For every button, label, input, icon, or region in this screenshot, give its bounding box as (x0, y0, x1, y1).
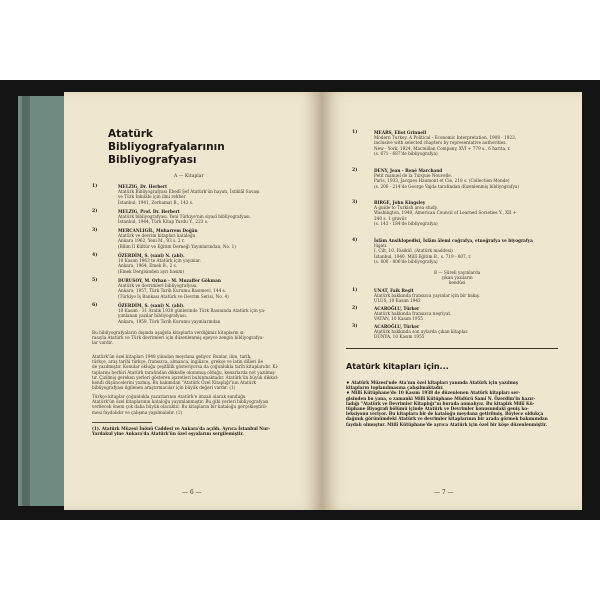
periodical-entry (374, 324, 468, 340)
bibliography-entry (374, 130, 516, 156)
paragraph-line: taplarını herbiri Atatürk tarafından dikkatle okunmuş olduğu, kenarlarda not yazılmış- (92, 369, 276, 375)
body-paragraph (92, 394, 268, 415)
paragraph-line: gisinden bu yana, o zamanki Millî Kütüphane Müdürü Samî N. Özerdim'in hazır- (346, 395, 536, 401)
section-heading-a: A — Kitaplar (174, 174, 204, 179)
entry-line: yımlanan yazılar bibliyografyası. (118, 313, 187, 319)
entry-line: Atatürk ve devrim kitapları kataloğu (118, 233, 196, 239)
entry-line: Washington, 1949, American Council of Learned Societies Y., XII + (374, 210, 517, 216)
intro-paragraph (92, 330, 264, 346)
entry-line: Ankara, 1959, Türk Tarih Kurumu yayınlarından (118, 318, 221, 324)
entry-author: İslâm Ansiklopedisi, İslâm âlemi coğrafya, etnoğrafya ve biyografya (374, 238, 533, 243)
bibliography-entry (118, 303, 265, 324)
paragraph-line: Bu bibliyografyaların dışında aşağıda kitaplarla verdiğimiz kitapların sı- (92, 330, 245, 335)
section-title: Atatürk kitapları için... (346, 362, 449, 371)
entry-number: 3) (352, 324, 358, 329)
paragraph-line: mesi faydalıdır ve çalışma yapılmalıdır. (1) (92, 409, 183, 415)
entry-number: 4) (352, 238, 358, 243)
paragraph-line: kendi düşüncelerini yazmış. Bu bakımdan "Atatürk Özel Kitaplığı"nın Atatürk (92, 380, 257, 386)
bibliography-entry (374, 168, 519, 189)
entry-line: lûgatı. (374, 243, 388, 249)
section-heading-line: B — Süreli yayınlarda (434, 270, 481, 275)
bibliography-entry (118, 253, 201, 274)
paragraph-line: tır. Çizilmiş gereken yerleri gösteren işaretleri bulunmaktadır. Atatürk'ün büyük dikkat- (92, 374, 279, 380)
entry-line: İstanbul, 1940, Millî Eğitim B., s. 719 - 807, r. (374, 253, 472, 259)
entry-line: (Türkiye İş Bankası Atatürk ve Devrim Serisi, No. 4) (118, 293, 229, 299)
entry-line: Petit manuel de la Turquie Nouvelle. (374, 173, 453, 179)
entry-author: MEARS, Eliot Grinnell (374, 130, 427, 135)
section-heading-b (434, 270, 480, 286)
entry-line: Atatürk hakkında son aylarda çıkan kitaplar. (374, 329, 469, 335)
bibliography-entry (374, 200, 516, 226)
entry-author: ACAROĞLU, Türker (374, 306, 420, 311)
entry-author: ÖZERDİM, S. (sanl) N. (abl). (118, 253, 185, 258)
footnote (92, 426, 270, 436)
paragraph-line: verilecek önem çok daha büyük olacaktır. Bu kitapların bir kataloğu gerçekleştiril- (92, 404, 268, 410)
paragraph-line: ♦ Millî Kütüphane'de 10 Kasım 1938 de düzenlenen Atatürk kitapları ser- (346, 390, 521, 396)
entry-line: Atatürk ve devrimleri bibliyografyası. (118, 283, 198, 289)
paragraph-line: kitapların toplanılmasına çalışılmaktadır. (346, 385, 444, 391)
entry-line: Ankara, 1964, Emek B., 2 s. (118, 263, 178, 269)
entry-line: (s. 206 - 214'de George Vajda tarafından düzenlenmiş bibliyografya) (374, 183, 519, 189)
section-heading-line: çıkan yazıların (441, 275, 473, 281)
entry-number: 4) (92, 253, 98, 258)
page-number: — 7 — (434, 489, 454, 496)
paragraph-line: Atatürk'ün özel kitaplarının kataloğu yayımlanmıştır. Bu gibi yerleri bibliyografyası (92, 399, 269, 405)
entry-line: (s. 800 - 806'de bibliyografya) (374, 258, 438, 264)
periodical-entry (374, 288, 480, 304)
entry-line: ve Türk İnkılâbı için ilmi rehber (118, 194, 186, 200)
entry-line: Atatürk hakkında fransızca neşriyat. (374, 311, 452, 317)
entry-line: Atatürk bibliyografyası. Yeni Türkiye'nin siyasî bibliyografyası. (118, 214, 251, 220)
entry-line: 10 Kasım - 31 Aralık 1938 günlerinde Türk Basınında Atatürk için ya- (118, 308, 266, 314)
title-line-2: Bibliyografyalarının (108, 141, 225, 153)
bibliography-entry (118, 184, 260, 205)
entry-line: Paris, 1933, Jacques Haumont et Cie, 218 s. (Collection Monde) (374, 178, 510, 184)
entry-line: Atatürk Bibliyografyası Ebedî Şef Atatürk'ün hayatı, İstiklâl Savaşı (118, 189, 260, 195)
entry-number: 1) (352, 288, 358, 293)
section-divider (346, 348, 558, 349)
bibliography-entry (374, 238, 533, 264)
entry-number: 3) (92, 228, 98, 233)
paragraph-line: de yazılmıştır. Konular okluğa çeşitlilik gösteriyorsa da çoğunlukla tarih kitaplarıdır. Ki- (92, 364, 279, 370)
bibliography-entry (118, 209, 251, 225)
entry-number: 1) (352, 130, 358, 135)
entry-line: DÜNYA, 10 Kasım 1955 (374, 334, 425, 340)
entry-author: UNAT, Faik Reşit (374, 288, 414, 293)
paragraph-line: türkçe, araş tarihi türkçe, fransızca, almanca, ingilizce, grekçe ve latin dilleri ile (92, 359, 263, 365)
entry-line: (s. 671 - 687'de bibliyografya) (374, 150, 438, 156)
paragraph-line: leksiyonu veriyor. Bu kitaplara bir de kataloğu meydana getirilmiş. Böylece oldukça (346, 411, 544, 417)
entry-line: İstanbul, 1941, Zerbamat B., 142 s. (118, 199, 194, 205)
entry-author: ACAROĞLU, Türker (374, 324, 420, 329)
entry-line: (s. 143 - 184'de bibliyografya) (374, 220, 438, 226)
bibliography-entry (118, 228, 236, 249)
right-page (322, 92, 582, 510)
paragraph-line: Atatürk'ün özel kitapları 1948 yılından meydana geliyor. Bunlar, ilim, tarih, (92, 354, 252, 359)
paragraph-line: Türkçe kitaplar çoğunlukla yazarlarının Atatürk'e imzalı olarak sunduğu (92, 394, 246, 399)
entry-line: A guide to Turkish area study. (374, 205, 438, 211)
body-paragraph (92, 354, 279, 390)
entry-author: DENY, Jean - René Marchand (374, 168, 443, 173)
paragraph-line: bibliyografyası ilgilenen araştırmacılar için büyük değeri vardır. (1) (92, 385, 236, 391)
entry-author: MELZIG, Dr. Herbert (118, 184, 168, 189)
entry-line: I. Cilt, 10. Fasikül. (Atatürk maddesi) (374, 248, 453, 254)
entry-line: ULUS, 10 Kasım 1942 (374, 298, 421, 304)
entry-author: DURUSOY, M. Orhan - M. Muzaffer Gökman (118, 278, 221, 283)
entry-author: MERCANLIGİL, Muharrem Doğân (118, 228, 198, 233)
entry-author: ÖZERDİM, S. (sanl) N. (abl). (118, 303, 185, 308)
paragraph-line: tüphane Biyografi bölümü içinde Atatürk ve Devrimler konusundaki geniş ko- (346, 406, 529, 412)
page-number: — 6 — (182, 489, 202, 496)
title-line-1: Atatürk (108, 128, 153, 140)
paragraph-line: ladığı "Atatürk ve Devrimler Kitaplığı"nı burada anmalıyız. Bu kitaplık Millî Kü- (346, 400, 535, 406)
entry-number: 6) (92, 303, 98, 308)
notice-paragraph (346, 380, 548, 427)
entry-number: 2) (92, 209, 98, 214)
section-heading-line: kendüsi (448, 280, 466, 286)
entry-line: 240 s. 1 gravür. (374, 215, 408, 221)
bibliography-entry (118, 278, 229, 299)
footnote-line: Yardakul yine Ankara'da Atatürk'ün özel eşyalarını sergilemiştir. (92, 431, 244, 437)
entry-line: Ankara 1962, Yeni M., 93 s. 2 r. (118, 238, 185, 244)
entry-line: (Bilim İl Kültür ve Eğitim Derneği Yayınlarından, No. 1) (118, 243, 236, 249)
paragraph-line: rasıyla Atatürk ve Türk devrimleri için düzenlenmiş epeyce zengin bibliyografya- (92, 335, 264, 341)
entry-line: İstanbul, 1944, Türk Kitap Yurdu Y., 223 s. (118, 219, 209, 225)
entry-author: MELZIG, Prof. Dr. Herbert (118, 209, 180, 214)
book-cover-spine (22, 96, 30, 506)
entry-line: (Emek Dergisinden ayrı basım) (118, 268, 185, 274)
entry-line: Ankara, 1957, Türk Tarih Kurumu Basımevi, 144 s. (118, 288, 227, 294)
footnote-line: (1). Atatürk Müzesi İnönü Caddesi ve Ankara'da açıldı. Ayrıca İstanbul Nur- (92, 426, 271, 431)
left-page (64, 92, 322, 510)
paragraph-line: lar vardır. (92, 340, 113, 346)
title-line-3: Bibliyografyası (108, 154, 197, 166)
page-title (108, 128, 225, 167)
periodical-entry (374, 306, 451, 322)
entry-line: Atatürk bakkında fransızca yayınlar için bir bakış. (374, 293, 481, 299)
entry-number: 1) (92, 184, 98, 189)
footnote-divider (92, 422, 152, 423)
entry-line: VATAN, 10 Kasım 1955 (374, 316, 423, 322)
paragraph-line: faydalı olmuştur. Millî Kütüphane'de ayrıca Atatürk için özel bir köşe düzenlenmiştir. (346, 421, 547, 427)
entry-number: 3) (352, 200, 358, 205)
entry-line: 10 Kasım 1963 te Atatürk için yayınlar. (118, 258, 201, 264)
entry-number: 2) (352, 306, 358, 311)
entry-line: New - York, 1924, Macmillan Company, XVI + 779 s., 6 harita, r. (374, 145, 511, 151)
paragraph-line: ♦ Atatürk Müzesi'nde Ata'nın özel kitapları yanında Atatürk için yazılmış (346, 380, 518, 385)
paragraph-line: dağınık görünümdeki Atatürk ve devrimler kitaplarının bir arada görmek bakımından (346, 416, 548, 422)
entry-number: 2) (352, 168, 358, 173)
entry-line: Modern Turkey. A Political - Economic Interpretation, 1908 - 1923, (374, 135, 517, 141)
entry-line: inclusive with selected chapters by representative authorities. (374, 140, 507, 146)
entry-number: 5) (92, 278, 98, 283)
entry-author: BIRGE, John Kingsley (374, 200, 426, 205)
